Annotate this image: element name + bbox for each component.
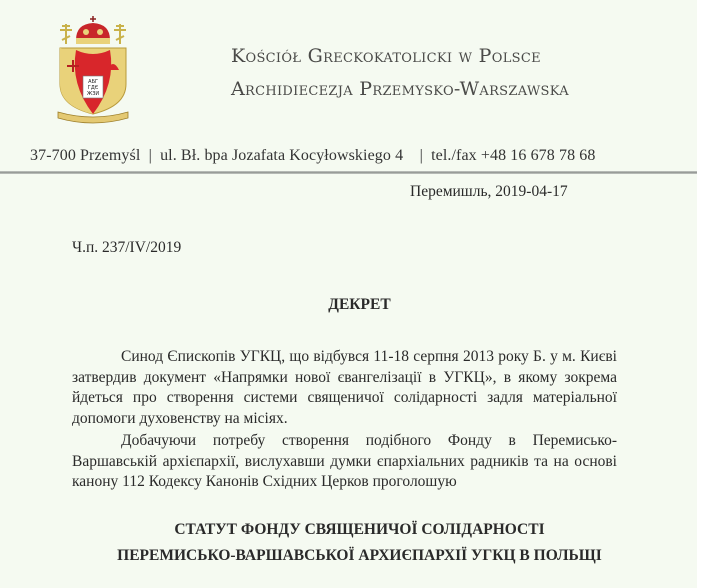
svg-text:ГДЄ: ГДЄ bbox=[87, 85, 99, 91]
organization-name bbox=[231, 40, 569, 106]
reference-number: Ч.п. 237/IV/2019 bbox=[72, 239, 182, 256]
letterhead-address: 37-700 Przemyśl | ul. Bł. bpa Jozafata Kocyłowskiego 4 | tel./fax +48 16 678 78 68 bbox=[30, 147, 596, 164]
paragraph-1: Синод Єпископів УГКЦ, що відбувся 11-18 серпня 2013 року Б. у м. Києві затвердив документ «Напрямки нової євангелізації в УГКЦ», в якому зокрема йдеться про створення системи священичої солідарності задля матеріальної допомоги духовенству на місіях. bbox=[72, 348, 617, 427]
org-line-2: Archidiecezja Przemysko-Warszawska bbox=[231, 78, 569, 100]
statute-title-line-2: ПЕРЕМИСЬКО-ВАРШАВСЬКОЇ АРХИЄПАРХІЇ УГКЦ В ПОЛЬЩІ bbox=[117, 547, 602, 564]
place-date: Перемишль, 2019-04-17 bbox=[410, 183, 568, 200]
header-divider bbox=[0, 171, 697, 174]
paragraph-2: Добачуючи потребу створення подібного Фонду в Перемисько-Варшавській архієпархії, вислухавши думки єпархіальних радників та на основі канону 112 Кодексу Канонів Східних Церков проголошую bbox=[72, 432, 617, 490]
statute-title-line-1: СТАТУТ ФОНДУ СВЯЩЕНИЧОЇ СОЛІДАРНОСТІ bbox=[174, 521, 545, 538]
coat-of-arms-icon bbox=[52, 14, 134, 126]
org-line-1: Kościół Greckokatolicki w Polsce bbox=[231, 45, 541, 67]
document-title: ДЕКРЕТ bbox=[328, 296, 391, 313]
svg-text:ЖЗИ: ЖЗИ bbox=[86, 91, 100, 97]
svg-text:ΑБΓ: ΑБΓ bbox=[88, 79, 98, 85]
